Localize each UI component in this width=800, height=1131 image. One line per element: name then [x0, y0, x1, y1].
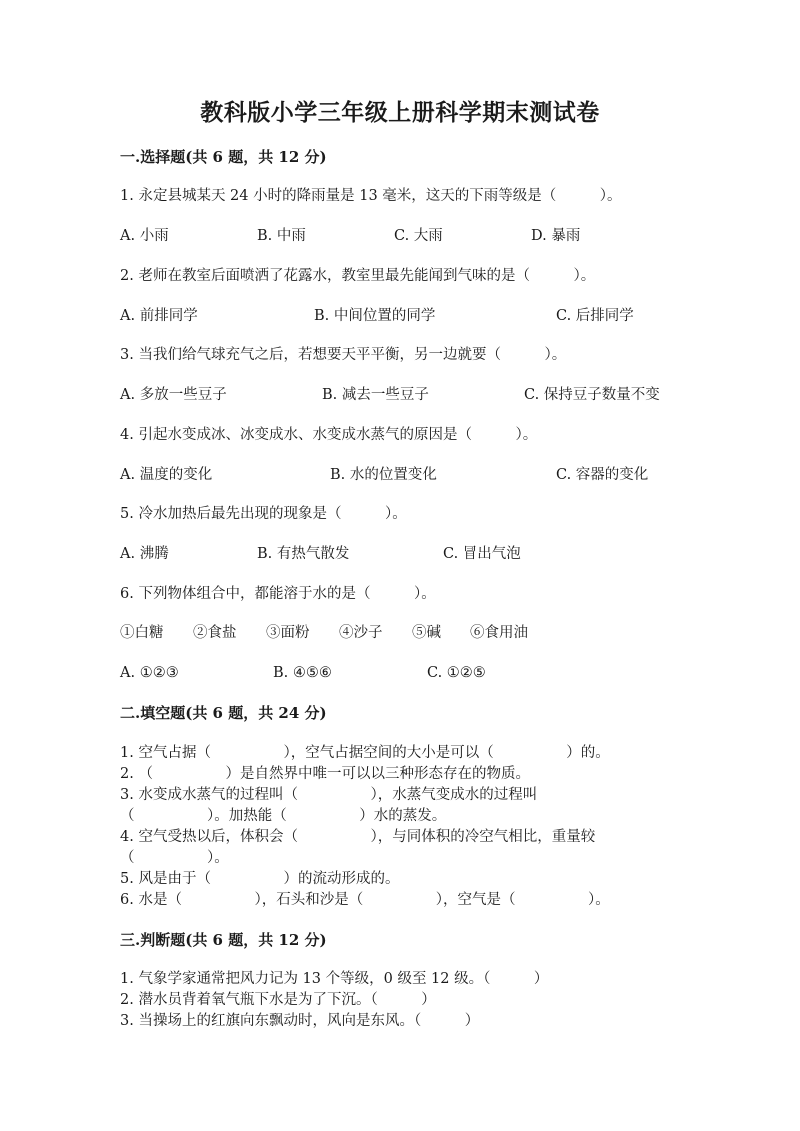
fill-line-3: 3. 水变成水蒸气的过程叫（ ），水蒸气变成水的过程叫	[120, 787, 538, 803]
fill-line-3-cont: （ ）。加热能（ ）水的蒸发。	[120, 808, 447, 824]
q5-option-c: C. 冒出气泡	[443, 546, 521, 562]
q2-option-a: A. 前排同学	[120, 308, 198, 324]
page-title: 教科版小学三年级上册科学期末测试卷	[200, 99, 600, 126]
q4-option-c: C. 容器的变化	[556, 467, 649, 483]
section-heading-choice: 一.选择题(共 6 题，共 12 分)	[120, 148, 327, 166]
q2-option-b: B. 中间位置的同学	[314, 308, 436, 324]
fill-line-5: 5. 风是由于（ ）的流动形成的。	[120, 871, 400, 887]
fill-line-4-cont: （ ）。	[120, 850, 229, 866]
judge-line-3: 3. 当操场上的红旗向东飘动时，风向是东风。（ ）	[120, 1013, 480, 1029]
q4-option-b: B. 水的位置变化	[330, 467, 437, 483]
fill-line-6: 6. 水是（ ），石头和沙是（ ），空气是（ ）。	[120, 892, 610, 908]
q6-option-c: C. ①②⑤	[427, 665, 486, 681]
question-4: 4. 引起水变成冰、冰变成水、水变成水蒸气的原因是（ ）。	[120, 427, 538, 443]
q1-option-b: B. 中雨	[257, 228, 306, 244]
q6-item-5: ⑤碱	[412, 625, 441, 641]
q1-option-a: A. 小雨	[120, 228, 169, 244]
judge-line-1: 1. 气象学家通常把风力记为 13 个等级，0 级至 12 级。（ ）	[120, 971, 549, 987]
q1-option-c: C. 大雨	[394, 228, 443, 244]
question-3: 3. 当我们给气球充气之后，若想要天平平衡，另一边就要（ ）。	[120, 347, 567, 363]
q3-option-c: C. 保持豆子数量不变	[524, 387, 660, 403]
question-1: 1. 永定县城某天 24 小时的降雨量是 13 毫米，这天的下雨等级是（ ）。	[120, 188, 622, 204]
question-5: 5. 冷水加热后最先出现的现象是（ ）。	[120, 506, 407, 522]
q6-item-3: ③面粉	[266, 625, 310, 641]
fill-line-1: 1. 空气占据（ ），空气占据空间的大小是可以（ ）的。	[120, 745, 610, 761]
q4-option-a: A. 温度的变化	[120, 467, 213, 483]
section-heading-judge: 三.判断题(共 6 题，共 12 分)	[120, 931, 327, 949]
q2-option-c: C. 后排同学	[556, 308, 634, 324]
fill-line-4: 4. 空气受热以后，体积会（ ），与同体积的冷空气相比，重量较	[120, 829, 596, 845]
section-heading-fill: 二.填空题(共 6 题，共 24 分)	[120, 704, 327, 722]
q5-option-b: B. 有热气散发	[257, 546, 350, 562]
q6-item-1: ①白糖	[120, 625, 164, 641]
q5-option-a: A. 沸腾	[120, 546, 169, 562]
fill-line-2: 2. （ ）是自然界中唯一可以以三种形态存在的物质。	[120, 766, 530, 782]
q3-option-a: A. 多放一些豆子	[120, 387, 227, 403]
judge-line-2: 2. 潜水员背着氧气瓶下水是为了下沉。（ ）	[120, 992, 436, 1008]
q6-item-2: ②食盐	[193, 625, 237, 641]
question-6: 6. 下列物体组合中，都能溶于水的是（ ）。	[120, 586, 436, 602]
q1-option-d: D. 暴雨	[531, 228, 581, 244]
q6-option-b: B. ④⑤⑥	[273, 665, 332, 681]
q6-option-a: A. ①②③	[120, 665, 179, 681]
q6-item-6: ⑥食用油	[470, 625, 528, 641]
q6-item-4: ④沙子	[339, 625, 383, 641]
question-2: 2. 老师在教室后面喷洒了花露水，教室里最先能闻到气味的是（ ）。	[120, 268, 596, 284]
q3-option-b: B. 减去一些豆子	[322, 387, 429, 403]
